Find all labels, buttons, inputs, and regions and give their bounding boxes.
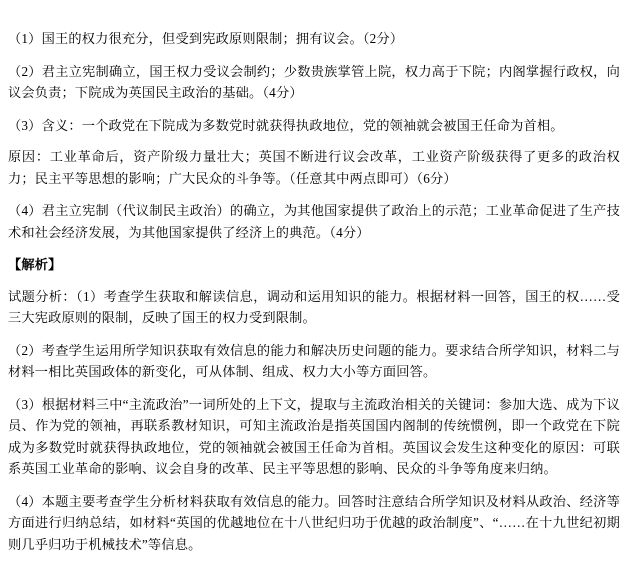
- analysis-block: [8, 286, 620, 556]
- answer-paragraph-2: （2）君主立宪制确立，国王权力受议会制约；少数贵族掌管上院，权力高于下院；内阁掌握行政权，向议会负责；下院成为英国民主政治的基础。（4分）: [8, 63, 620, 100]
- analysis-paragraph-4: （4）本题主要考查学生分析材料获取有效信息的能力。回答时注意结合所学知识及材料从政治、经济等方面进行归纳总结，如材料“英国的优越地位在十八世纪归功于优越的政治制度”、“……在十九世纪初期则几乎归功于机械技术”等信息。: [8, 493, 620, 552]
- answer-paragraph-1: （1）国王的权力很充分，但受到宪政原则限制；拥有议会。（2分）: [8, 31, 404, 46]
- analysis-heading: 【解析】: [8, 257, 62, 272]
- answer-paragraph-4: （4）君主立宪制（代议制民主政治）的确立，为其他国家提供了政治上的示范；工业革命促进了生产技术和社会经济发展，为其他国家提供了经济上的典范。（4分）: [8, 203, 620, 240]
- analysis-paragraph-2: （2）考查学生运用所学知识获取有效信息的能力和解决历史问题的能力。要求结合所学知识，材料二与材料一相比英国政体的新变化，可从体制、组成、权力大小等方面回答。: [8, 342, 620, 379]
- answer-paragraph-3-reason: 原因：工业革命后，资产阶级力量壮大；英国不断进行议会改革，工业资产阶级获得了更多的政治权力；民主平等思想的影响；广大民众的斗争等。（任意其中两点即可）（6分）: [8, 149, 620, 186]
- answer-paragraph-3: （3）含义：一个政党在下院成为多数党时就获得执政地位，党的领袖就会被国王任命为首相。: [8, 117, 564, 133]
- analysis-paragraph-1: 试题分析：（1）考查学生获取和解读信息，调动和运用知识的能力。根据材料一回答，国王的权……受三大宪政原则的限制，反映了国王的权力受到限制。: [8, 288, 620, 325]
- analysis-paragraph-3: （3）根据材料三中“主流政治”一词所处的上下文，提取与主流政治相关的关键词：参加大选、成为下议员、作为党的领袖，再联系教材知识，可知主流政治是指英国国内阁制的传统惯例，即一个政党在下院成为多数党时就获得执政地位，党的领袖就会被国王任命为首相。英国议会发生这种变化的原因：可联系英国工业革命的影响、议会自身的改革、民主平等思想的影响、民众的斗争等角度来归纳。: [8, 396, 620, 476]
